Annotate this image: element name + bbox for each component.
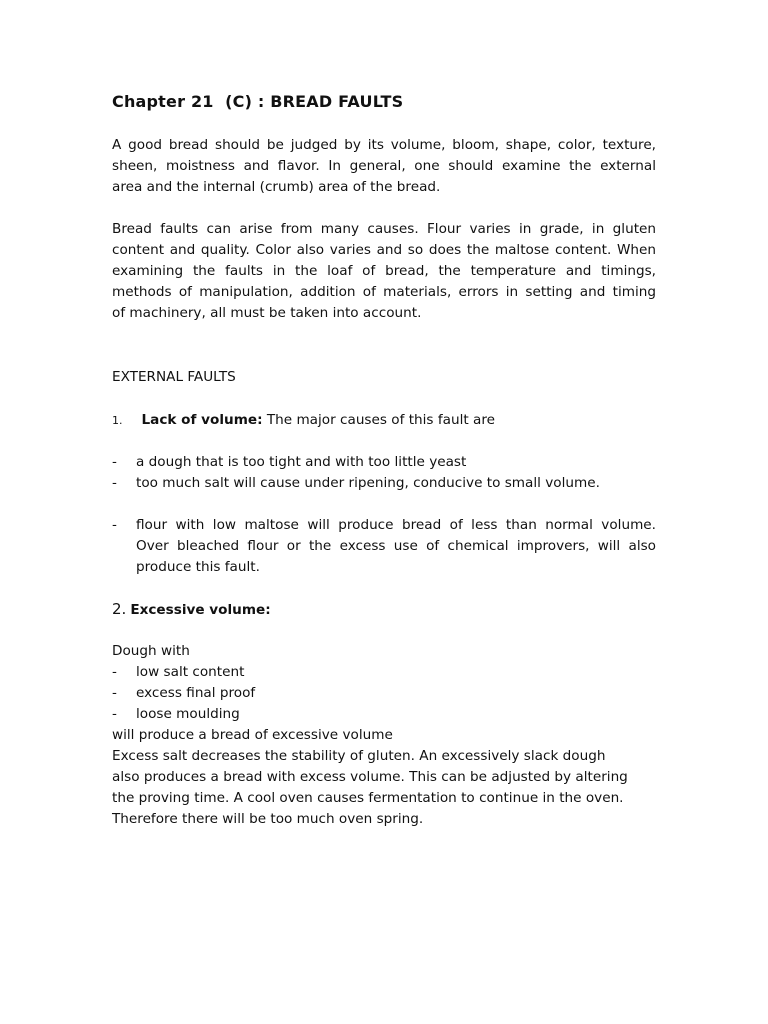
list-item (112, 662, 656, 683)
list-item-text: low salt content (136, 664, 245, 680)
dough-with-label: Dough with (112, 643, 190, 659)
explanation-line: Excess salt decreases the stability of gluten. An excessively slack dough (112, 748, 606, 764)
fault-title: Excessive volume: (130, 602, 271, 618)
causes-line: of machinery, all must be taken into account. (112, 305, 422, 321)
list-item-line: flour with low maltose will produce bread of less than normal volume. (136, 517, 656, 533)
explanation-line: the proving time. A cool oven causes fermentation to continue in the oven. (112, 790, 624, 806)
causes-paragraph (112, 219, 656, 324)
dash-bullet: - (112, 517, 117, 533)
fault-1-heading (112, 410, 495, 431)
dash-bullet: - (112, 664, 117, 680)
list-item (112, 683, 656, 704)
list-item-text (136, 515, 656, 578)
fault-1-causes-list (112, 452, 656, 494)
intro-paragraph (112, 135, 656, 198)
list-item-text: loose moulding (136, 706, 240, 722)
explanation-line: also produces a bread with excess volume. This can be adjusted by altering (112, 769, 628, 785)
section-heading: EXTERNAL FAULTS (112, 369, 236, 385)
list-item-text: excess final proof (136, 685, 256, 701)
dash-bullet: - (112, 475, 117, 491)
dash-bullet: - (112, 454, 117, 470)
explanation-line: will produce a bread of excessive volume (112, 727, 393, 743)
fault-1-flour-list (112, 515, 656, 578)
list-item-text: too much salt will cause under ripening, conducive to small volume. (136, 475, 600, 491)
fault-title: Lack of volume: (141, 412, 263, 428)
causes-line: methods of manipulation, addition of materials, errors in setting and timing (112, 284, 656, 300)
fault-2-heading (112, 599, 271, 621)
list-item (112, 452, 656, 473)
explanation-line: Therefore there will be too much oven spring. (112, 811, 424, 827)
fault-number: 2. (112, 600, 127, 618)
list-item-line: produce this fault. (136, 559, 260, 575)
list-item (112, 473, 656, 494)
causes-line: Bread faults can arise from many causes. Flour varies in grade, in gluten (112, 221, 656, 237)
dash-bullet: - (112, 685, 117, 701)
list-item-text: a dough that is too tight and with too little yeast (136, 454, 467, 470)
causes-line: content and quality. Color also varies and so does the maltose content. When (112, 242, 656, 258)
intro-line: A good bread should be judged by its volume, bloom, shape, color, texture, (112, 137, 656, 153)
intro-line: sheen, moistness and flavor. In general, one should examine the external (112, 158, 656, 174)
fault-2-explanation (112, 725, 672, 830)
fault-2-causes-list (112, 662, 656, 725)
fault-intro: The major causes of this fault are (262, 412, 495, 428)
list-item (112, 704, 656, 725)
chapter-title: Chapter 21 (C) : BREAD FAULTS (112, 92, 404, 111)
fault-number: 1. (112, 414, 123, 427)
list-item-line: Over bleached flour or the excess use of chemical improvers, will also (136, 538, 656, 554)
causes-line: examining the faults in the loaf of bread, the temperature and timings, (112, 263, 656, 279)
intro-line: area and the internal (crumb) area of the bread. (112, 179, 441, 195)
list-item (112, 515, 656, 578)
dash-bullet: - (112, 706, 117, 722)
